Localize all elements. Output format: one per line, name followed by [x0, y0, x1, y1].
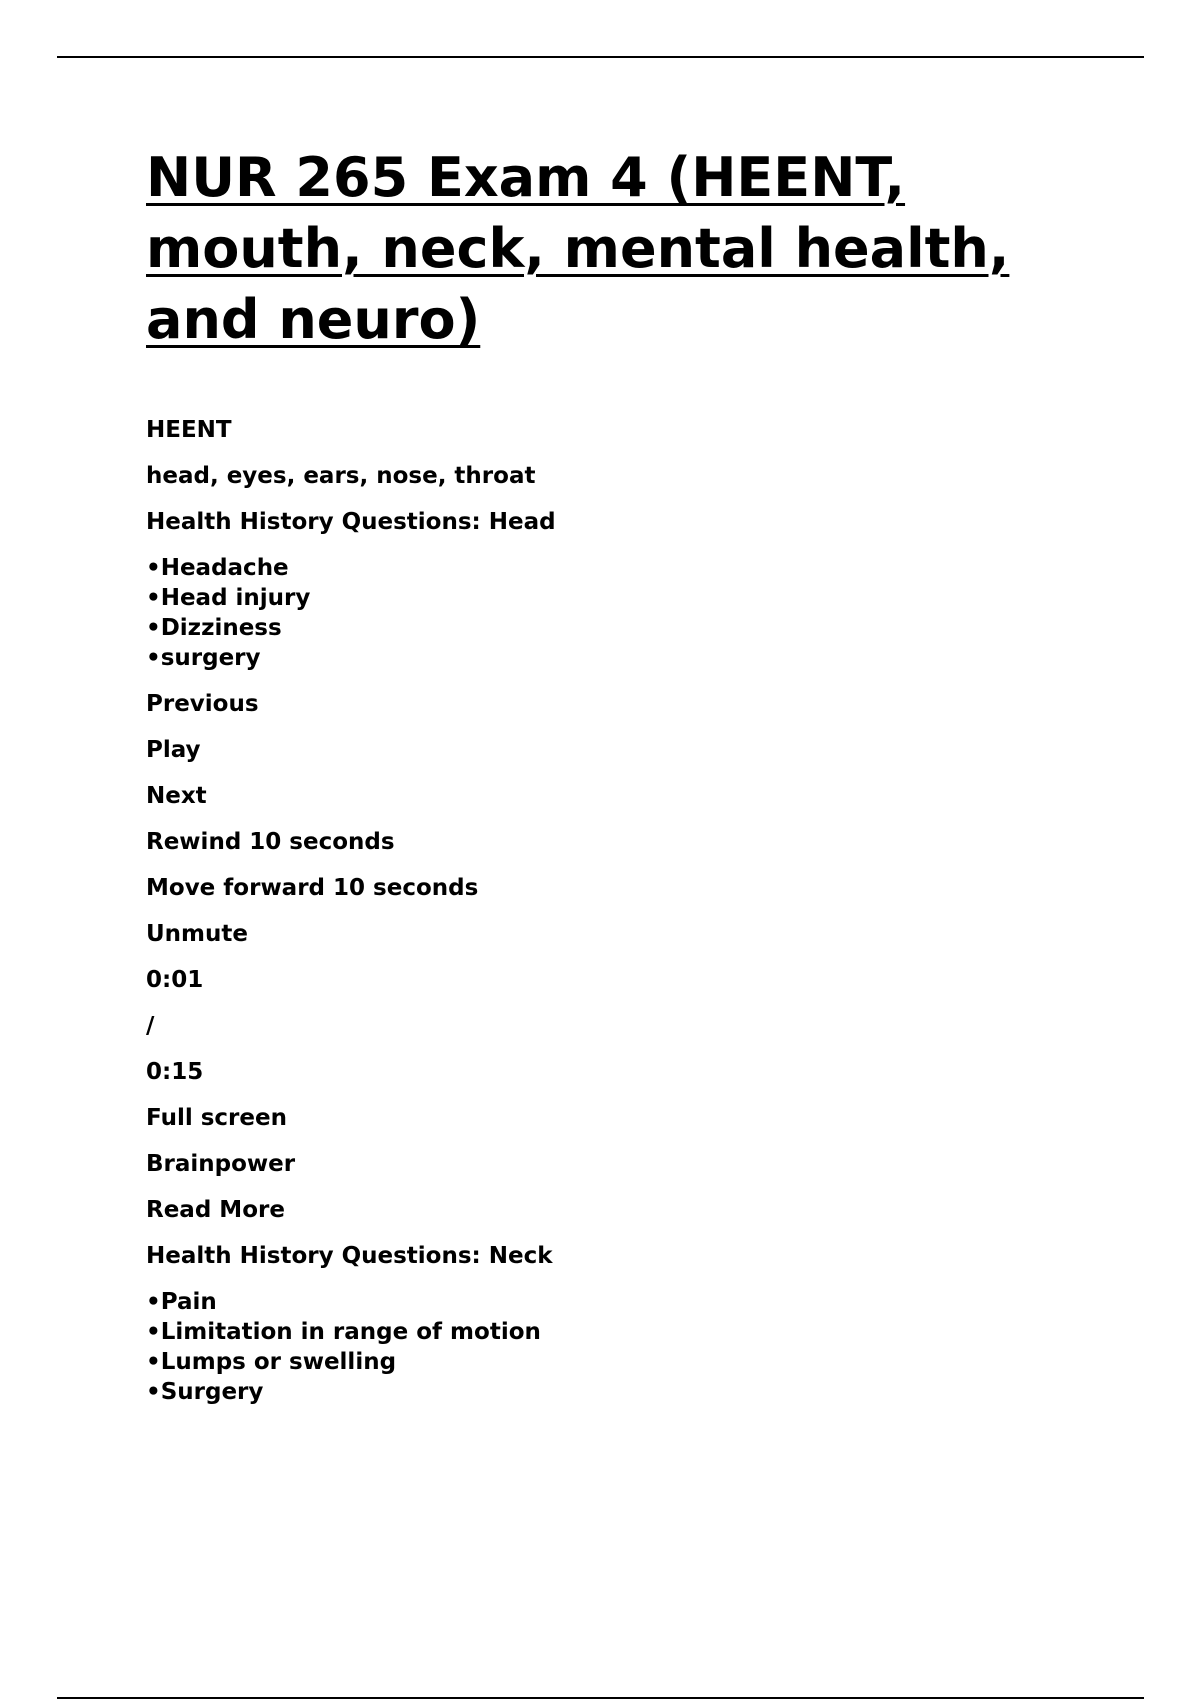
- neck-history-heading: Health History Questions: Neck: [146, 1243, 553, 1269]
- list-item: •Pain: [146, 1289, 217, 1315]
- rewind-button[interactable]: Rewind 10 seconds: [146, 829, 395, 855]
- play-button[interactable]: Play: [146, 737, 201, 763]
- list-item: •Limitation in range of motion: [146, 1319, 541, 1345]
- list-item: •Head injury: [146, 585, 311, 611]
- list-item: •surgery: [146, 645, 261, 671]
- heent-label: HEENT: [146, 417, 232, 443]
- unmute-button[interactable]: Unmute: [146, 921, 248, 947]
- neck-history-list: [146, 1287, 1106, 1407]
- heent-definition: head, eyes, ears, nose, throat: [146, 463, 536, 489]
- page-title: NUR 265 Exam 4 (HEENT, mouth, neck, mental health, and neuro): [146, 146, 1010, 351]
- forward-button[interactable]: Move forward 10 seconds: [146, 875, 479, 901]
- previous-button[interactable]: Previous: [146, 691, 259, 717]
- list-item: •Lumps or swelling: [146, 1349, 397, 1375]
- brand-label: Brainpower: [146, 1151, 296, 1177]
- time-separator: /: [146, 1013, 155, 1039]
- head-history-heading: Health History Questions: Head: [146, 509, 556, 535]
- fullscreen-button[interactable]: Full screen: [146, 1105, 287, 1131]
- read-more-link[interactable]: Read More: [146, 1197, 285, 1223]
- head-history-list: [146, 553, 1106, 673]
- bottom-rule: [57, 1697, 1144, 1699]
- duration: 0:15: [146, 1059, 204, 1085]
- list-item: •Surgery: [146, 1379, 264, 1405]
- top-rule: [57, 56, 1144, 58]
- list-item: •Headache: [146, 555, 289, 581]
- list-item: •Dizziness: [146, 615, 282, 641]
- current-time: 0:01: [146, 967, 204, 993]
- document-body: [146, 142, 1106, 1407]
- next-button[interactable]: Next: [146, 783, 207, 809]
